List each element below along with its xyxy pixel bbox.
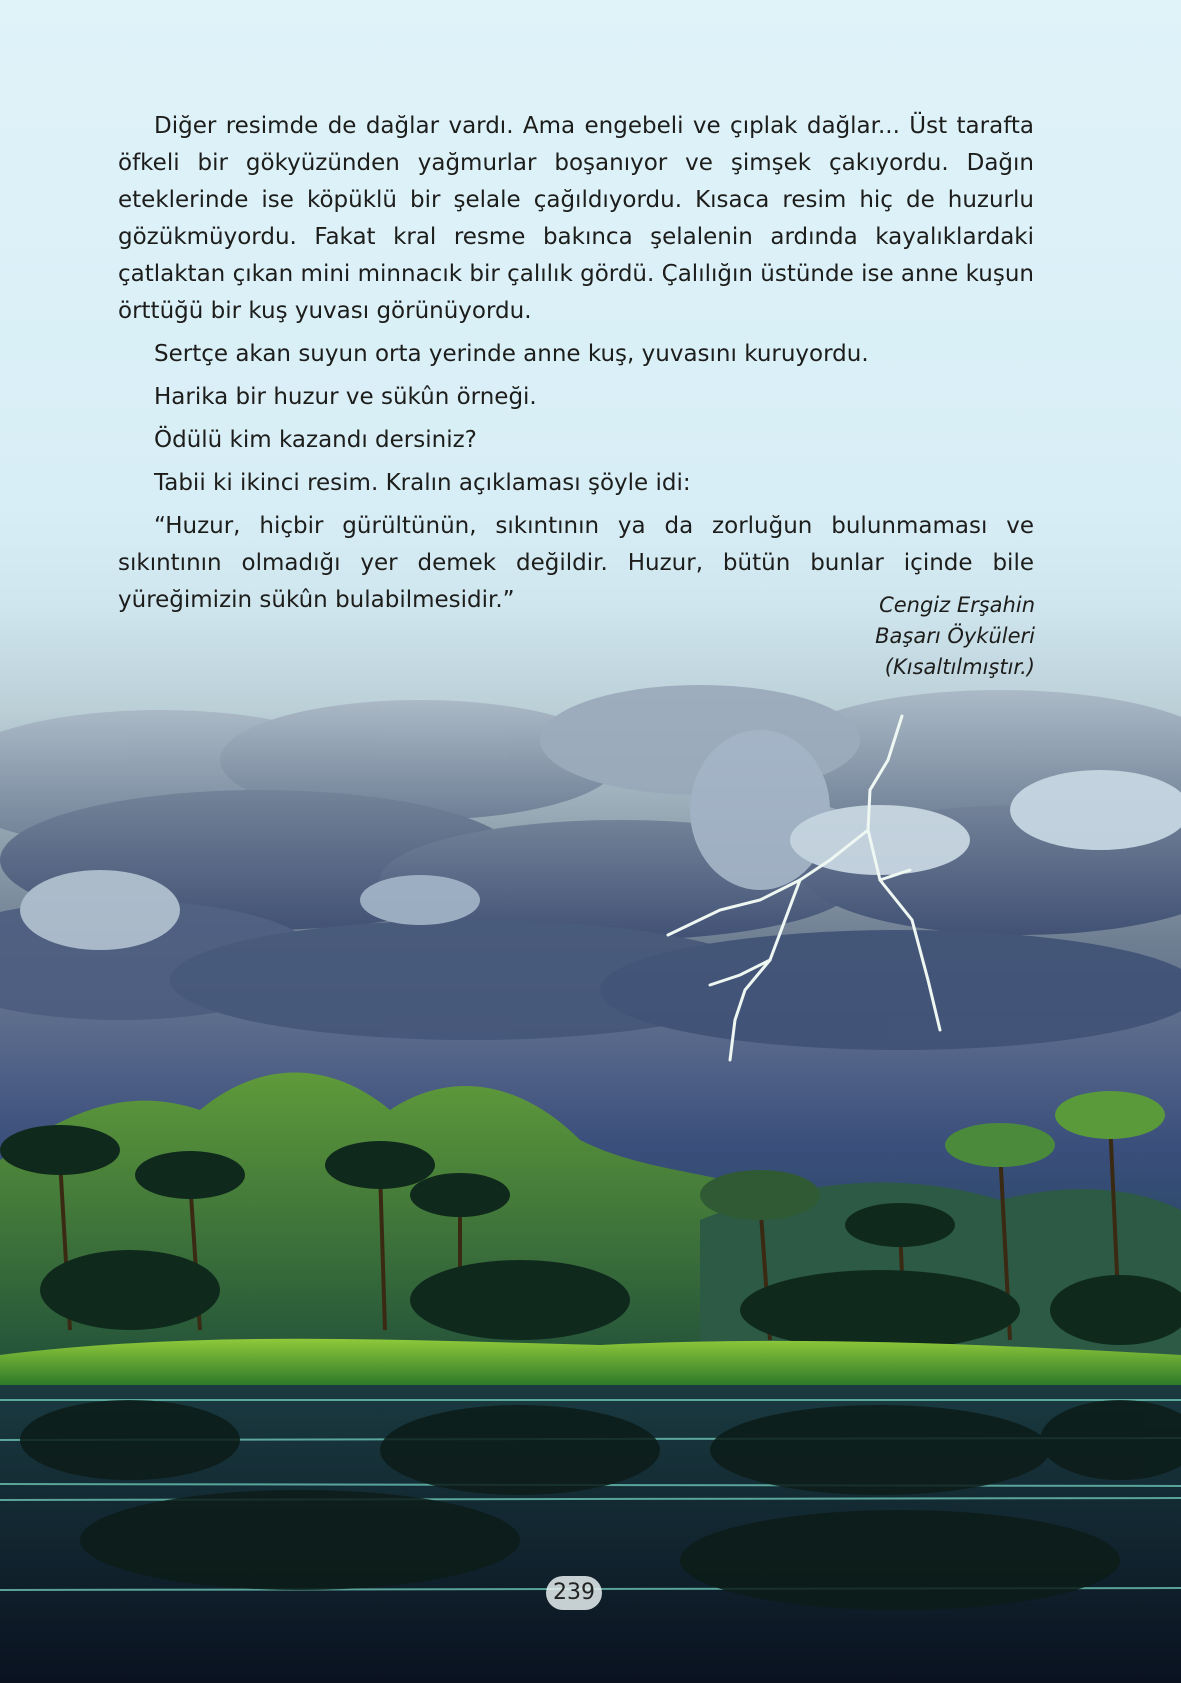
paragraph: Harika bir huzur ve sükûn örneği. (154, 384, 537, 410)
author-name: Cengiz Erşahin (879, 593, 1035, 617)
paragraph: Tabii ki ikinci resim. Kralın açıklaması şöyle idi: (154, 470, 691, 496)
story-text (118, 108, 1034, 625)
book-title: Başarı Öyküleri (875, 624, 1035, 648)
paragraph: Ödülü kim kazandı dersiniz? (154, 427, 477, 453)
source-citation (875, 590, 1035, 683)
abridged-note: (Kısaltılmıştır.) (884, 655, 1035, 679)
quote-paragraph: “Huzur, hiçbir gürültünün, sıkıntının ya da zorluğun bulunmaması ve sıkıntının olmadığı yer demek değildir. Huzur, bütün bunlar içinde bile yüreğimizin sükûn bulabilmesidir.” (118, 513, 1034, 613)
paragraph: Sertçe akan suyun orta yerinde anne kuş, yuvasını kuruyordu. (154, 341, 869, 367)
paragraph: Diğer resimde de dağlar vardı. Ama engebeli ve çıplak dağlar... Üst tarafta öfkeli bir gökyüzünden yağmurlar boşanıyor ve şimşek çakıyordu. Dağın eteklerinde ise köpüklü bir şelale çağıldıyordu. Kısaca resim hiç de huzurlu gözükmüyordu. Fakat kral resme bakınca şelalenin ardında kayalıklardaki çatlaktan çıkan mini minnacık bir çalılık gördü. Çalılığın üstünde ise anne kuşun örttüğü bir kuş yuvası görünüyordu. (118, 113, 1034, 324)
storm-clouds (0, 685, 1181, 1050)
page-number: 239 (546, 1576, 602, 1610)
